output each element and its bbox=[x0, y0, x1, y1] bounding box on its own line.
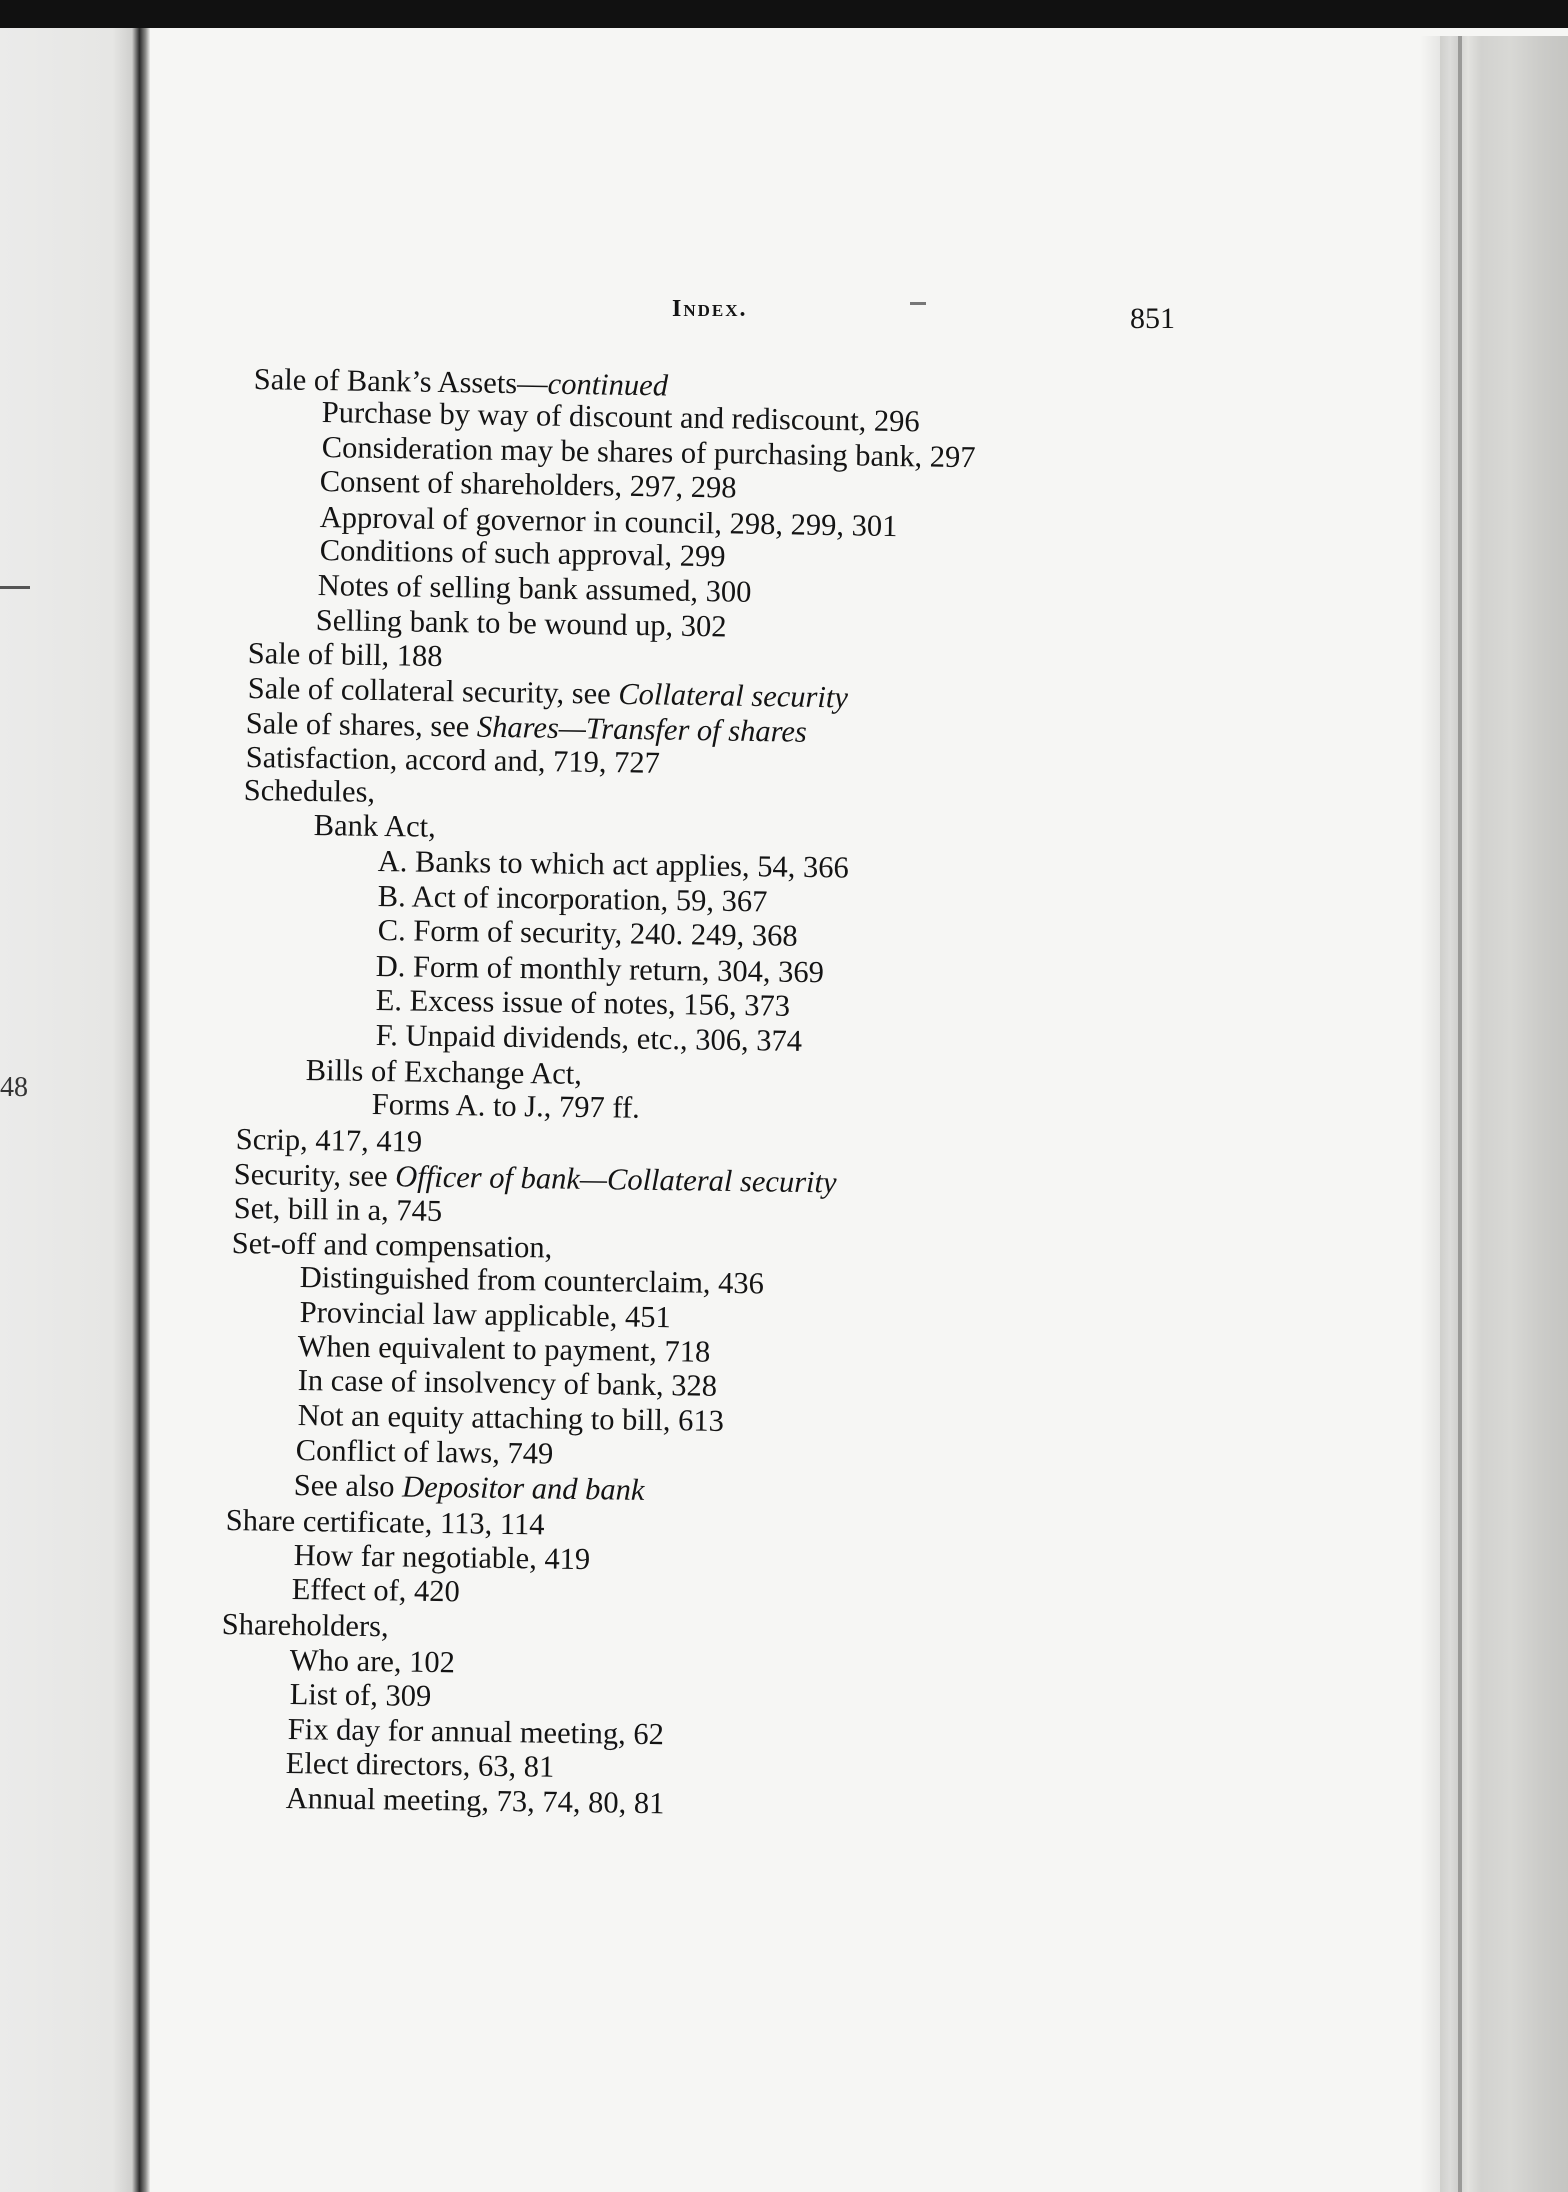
index-entry: Sale of collateral security, see Collateral security bbox=[247, 671, 849, 715]
index-entry: Scrip, 417, 419 bbox=[235, 1122, 423, 1159]
book-page-edges bbox=[1440, 36, 1568, 2192]
index-subsubentry: C. Form of security, 240. 249, 368 bbox=[377, 913, 798, 953]
index-subsubentry: B. Act of incorporation, 59, 367 bbox=[377, 879, 768, 919]
index-subentry: Bank Act, bbox=[313, 808, 437, 844]
facing-page-rule bbox=[0, 586, 30, 589]
index-subentry: Purchase by way of discount and rediscount, 296 bbox=[321, 395, 920, 439]
index-subentry: Conditions of such approval, 299 bbox=[319, 533, 726, 574]
index-entry: Set, bill in a, 745 bbox=[233, 1191, 443, 1228]
index-entry: Set-off and compensation, bbox=[231, 1226, 553, 1265]
index-subentry: Notes of selling bank assumed, 300 bbox=[317, 568, 752, 609]
index-entry: Schedules, bbox=[243, 773, 376, 809]
index-subentry: Effect of, 420 bbox=[291, 1572, 460, 1609]
index-subentry: In case of insolvency of bank, 328 bbox=[297, 1363, 718, 1403]
index-subentry: Annual meeting, 73, 74, 80, 81 bbox=[285, 1781, 665, 1821]
page-number: 851 bbox=[1130, 302, 1175, 335]
index-subsubentry: E. Excess issue of notes, 156, 373 bbox=[375, 983, 791, 1023]
index-subentry: Conflict of laws, 749 bbox=[295, 1433, 554, 1471]
index-entry: Share certificate, 113, 114 bbox=[225, 1503, 545, 1542]
index-subentry: List of, 309 bbox=[289, 1677, 432, 1713]
index-subentry: Consideration may be shares of purchasing bank, 297 bbox=[321, 430, 976, 475]
index-subentry: How far negotiable, 419 bbox=[293, 1538, 591, 1577]
index-subsubentry: F. Unpaid dividends, etc., 306, 374 bbox=[375, 1018, 803, 1058]
index-subsubentry: D. Form of monthly return, 304, 369 bbox=[375, 949, 825, 990]
index-entry: Sale of Bank’s Assets—continued bbox=[253, 362, 669, 403]
index-subentry: Distinguished from counterclaim, 436 bbox=[299, 1260, 765, 1301]
print-mark bbox=[910, 302, 926, 305]
index-subentry: Fix day for annual meeting, 62 bbox=[287, 1712, 665, 1752]
facing-page-number: 48 bbox=[0, 1072, 28, 1103]
index-entry: Security, see Officer of bank—Collateral security bbox=[233, 1157, 837, 1200]
index-subentry: Elect directors, 63, 81 bbox=[285, 1746, 555, 1784]
index-subentry: Not an equity attaching to bill, 613 bbox=[297, 1398, 725, 1438]
index-entry: Satisfaction, accord and, 719, 727 bbox=[245, 740, 661, 780]
index-entry: Sale of bill, 188 bbox=[247, 636, 443, 674]
index-entry: Shareholders, bbox=[221, 1607, 389, 1644]
index-subentry: Who are, 102 bbox=[289, 1643, 456, 1680]
index-subentry: See also Depositor and bank bbox=[293, 1468, 645, 1507]
index-subentry: When equivalent to payment, 718 bbox=[297, 1329, 711, 1369]
facing-page-edge bbox=[0, 28, 150, 2192]
index-subentry: Provincial law applicable, 451 bbox=[299, 1295, 671, 1335]
index-subsubentry: Forms A. to J., 797 ff. bbox=[371, 1087, 641, 1125]
index-subentry: Consent of shareholders, 297, 298 bbox=[319, 464, 737, 505]
running-head: Index. bbox=[672, 296, 748, 322]
index-subentry: Bills of Exchange Act, bbox=[305, 1053, 583, 1091]
index-entry: Sale of shares, see Shares—Transfer of shares bbox=[245, 706, 808, 749]
index-subsubentry: A. Banks to which act applies, 54, 366 bbox=[377, 844, 849, 885]
index-subentry: Approval of governor in council, 298, 299, 301 bbox=[319, 500, 898, 544]
scan-top-border bbox=[0, 0, 1568, 28]
index-subentry: Selling bank to be wound up, 302 bbox=[315, 603, 727, 644]
